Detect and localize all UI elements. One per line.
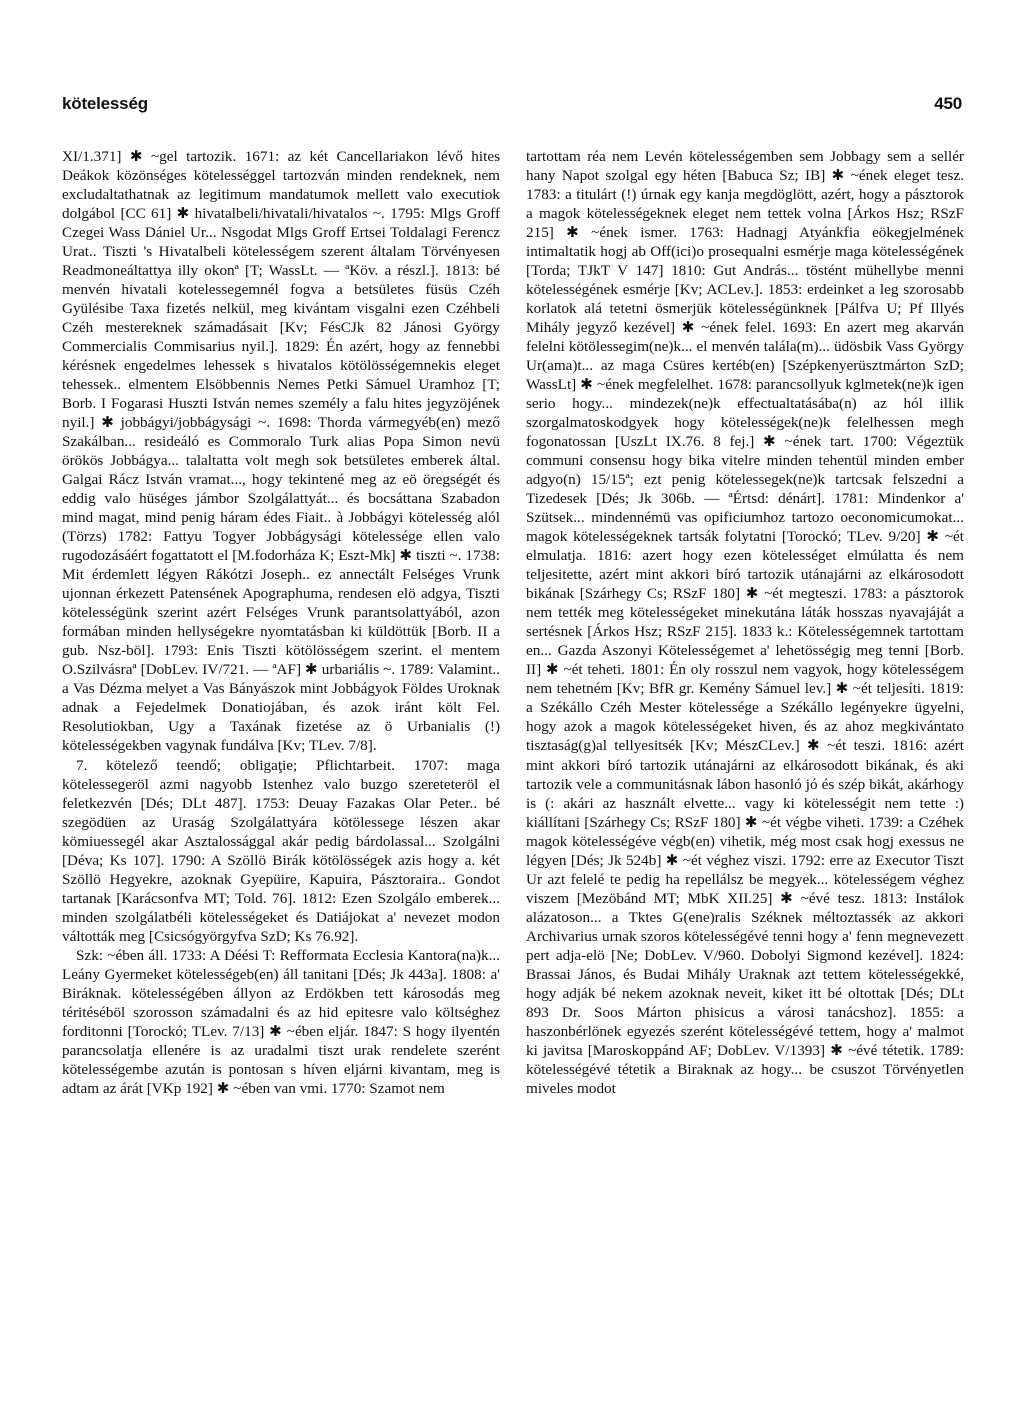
running-head	[62, 94, 962, 114]
left-column	[62, 147, 500, 1407]
entry-paragraph: tartottam réa nem Levén kötelességemben sem Jobbagy sem a sellér hany Napot szolgal egy héten [Babuca Sz; IB] ✱ ~ének eleget tesz. 1783: a titulárt (!) úrnak egy kanja megdöglött, azért, hogy a pásztorok a magok kötelességeknek eleget nem tettek volna [Árkos Hsz; RSzF 215] ✱ ~ének ismer. 1763: Hadnagj Atyánkfia eökegjelmének intimaltatik hogj ab Off(ici)o prosequalni esmérje maga kötelességének [Torda; TJkT V 147] 1810: Gut András... töstént mühellybe menni kötelességének esmérje [Kv; ACLev.]. 1853: erdeinket a leg szorosabb korlatok alá tetetni ösmerjük kötelességünknek [Pálfva U; Pf Illyés Mihály jegyző kezével] ✱ ~ének felel. 1693: En azert meg akarván felelni kötölessegim(ne)k... el menvén talála(m)... üdösbik Vass György Ur(ama)t... az maga Csüres kertéb(en) [Szépkenyerüsztmárton SzD; WassLt] ✱ ~ének megfelelhet. 1678: parancsollyuk kglmetek(ne)k igen serio hogy... mindezek(ne)k effectualtatásába(n) az hól illik szorgalmatoskodgyek hogy kötelességek(ne)k felelhessen megh fogonatossan [UszLt IX.76. 8 fej.] ✱ ~ének tart. 1700: Végeztük communi consensu hogy bika vitelre minden tehentül minden ember adgyo(n) 15/15ª; ezt penig kötelessegek(ne)k tartcsak felszedni a Tizedesek [Dés; Jk 306b. — ªÉrtsd: dénárt]. 1781: Mindenkor a' Szütsek... mindennémü vas opificiumhoz tartozo oeconomicumokat... magok kötelességeknek tartsák folytatni [Torockó; TLev. 9/20] ✱ ~ét elmulatja. 1816: azert hogy ezen kötelességet elmúlatta és nem teljesitette, azért mint akkori bíró tartozik utánajárni az elkárosodott bikának [Szárhegy Cs; RSzF 180] ✱ ~ét megteszi. 1783: a pásztorok nem tették meg kötelességeket minekutána láták hosszas nyavajáját a sertésnek [Árkos Hsz; RSzF 215]. 1833 k.: Kötelességemnek tartottam en... Gazda Aszonyi Kötelességemet a' lehetösségig meg tenni [Borb. II] ✱ ~ét teheti. 1801: Én oly rosszul nem vagyok, hogy kötelességem nem tehetném [Kv; BfR gr. Kemény Sámuel lev.] ✱ ~ét teljesíti. 1819: a Székállo Czéh Mester kötelessége a Székállo legényekre ügyelni, hogy azok a magok kötelességeket hiven, és az ahoz megkivántato tisztaság(g)al tellyesitsék [Kv; MészCLev.] ✱ ~ét teszi. 1816: azért mint akkori bíró tartozik utánajárni az elkárosodott bikának, és aki tartozik vele a communitásnak lábon hasonló jó és szép bikát, akárhogy is (: akári az használt elvette... vagy ki kötelességit nem tette :) kiállítani [Szárhegy Cs; RSzF 180] ✱ ~ét végbe viheti. 1739: a Czéhek magok kötelességéve végb(en) vihetik, még most csak hogj exessus ne légyen [Dés; Jk 524b] ✱ ~ét véghez viszi. 1792: erre az Executor Tiszt Ur azt felelé te pedig ha repellálsz be megyek... kötelességem véghez viszem [Mezöbánd MT; MbK XII.25] ✱ ~évé tesz. 1813: Instálok alázatoson... a Tktes G(ene)ralis Széknek méltoztassék az akkori Archivarius urnak szoros kötelességévé tenni hogy a' fenn megnevezett pert adja-elö [Ne; DobLev. V/960. Dobolyi Sigmond kezével]. 1824: Brassai János, és Budai Mihály Uraknak azt tettem kötelességekké, hogy adják bé nekem azoknak neveit, kiket itt bé oltottak [Dés; DLt 893 Dr. Soos Márton phisicus a városi tanácshoz]. 1855: a haszonbérlönek egyezés szerént kötelességévé tettem, hogy a' malmot ki javitsa [Maroskoppánd AF; DobLev. V/1393] ✱ ~évé tétetik. 1789: kötelességévé tétetik a Biraknak az hogy... be csuszot Törvényetlen miveles modot	[526, 148, 964, 1097]
entry-paragraph: Szk: ~ében áll. 1733: A Déési T: Refformata Ecclesia Kantora(na)k... Leány Gyermeket kötelességeb(en) áll tanitani [Dés; Jk 443a]. 1808: a' Biráknak. kötelességében állyon az Erdökben tett károsodás meg téritéséböl szorosson számadalni és az hid epitesre valo költséghez forditonni [Torockó; TLev. 7/13] ✱ ~ében eljár. 1847: S hogy ilyentén parancsolatja ellenére is az uradalmi tiszt urak rendelete szerént kötelességembe azután is pontosan s híven eljárni kivantam, meg is adtam az árát [VKp 192] ✱ ~ében van vmi. 1770: Szamot nem	[62, 946, 500, 1097]
headword: kötelesség	[62, 94, 148, 113]
text-columns	[62, 147, 964, 1407]
entry-paragraph: XI/1.371] ✱ ~gel tartozik. 1671: az két Cancellariakon lévő hites Deákok közönséges kötelességgel tartozván minden rendeknek, nem excludaltathatnak az legitimum mandatumok mellett valo executiok dolgábol [CC 61] ✱ hivatalbeli/hivatali/hivatalos ~. 1795: Mlgs Groff Czegei Wass Dániel Ur... Nsgodat Mlgs Groff Ertsei Toldalagi Ferencz Urat.. Tiszti 's Hivatalbeli kötelességem szerent általam Törvényesen Readmoneáltattya illy okonª [T; WassLt. — ªKöv. a részl.]. 1813: bé menvén hivatali kotelessegemnél fogva a betsületes füsüs Czéh Gyülésibe Taxa fizetés nelkül, meg kivántam visgalni ezen Czéhbeli Czéh mestereknek számadásait [Kv; FésCJk 82 Jánosi György Commercialis Commisarius nyil.]. 1829: Én azért, hogy az fennebbi kérésnek engedelmes lehessek s hivatalos kötölösségemnekis eleget tehessek.. elmentem Elsöbbennis Nemes Petki Sámuel Uramhoz [T; Borb. I Fogarasi Huszti István nemes személy a falu hites jegyzöjének nyil.] ✱ jobbágyi/jobbágysági ~. 1698: Thorda vármegyéb(en) mező Szakálban... resideáló es Commoralo Turk alias Popa Simon nevü örökös Jobbágya... talaltatta volt megh sok betsületes emberek által. Galgai Rácz István vramat..., hogy tekintené meg az eö öregségét és eddig valo hüséges jámbor Szolgálattyát... és bocsáttana Szabadon mind magat, mind penig háram édes Fiait.. à Jobbágyi kötelesség alól (Törzs) 1782: Fattyu Togyer Jobbágysági kötelessége ellen valo rugodozásáért fogattatott el [M.fodorháza K; Eszt-Mk] ✱ tiszti ~. 1738: Mit érdemlett légyen Rákótzi Joseph.. ez annectált Felséges Vrunk ujonnan érkezett Patensének Apographuma, rendesen elö adgya, Tiszti kötelességünk szerint azért Felséges Vrunk parantsolattyából, azon formában minden hellységekre nyomtatásban ki küldöttük [Borb. II a gub. Nsz-böl]. 1793: Enis Tiszti kötölösségem szerint. el mentem O.Szilvásraª [DobLev. IV/721. — ªAF] ✱ urbariális ~. 1789: Valamint.. a Vas Dézma melyet a Vas Bányászok mint Jobbágyok Földes Uroknak adnak a Fejedelmek Donatiojában, és azok iránt költ Fel. Resolutiokban, Ugy a Taxának fizetése az ö Urbanialis (!) kötelességekben vagynak fundálva [Kv; TLev. 7/8].	[62, 148, 500, 755]
page-number: 450	[934, 94, 962, 113]
right-column	[526, 147, 964, 1407]
entry-paragraph: 7. kötelező teendő; obligaţie; Pflichtarbeit. 1707: maga kötelessegeröl azmi nagyobb Istenhez valo buzgo szereteteröl el feletkezvén [Dés; DLt 487]. 1753: Deuay Fazakas Olar Peter.. bé szegödüen az Uraság Szolgálattyára kötölessege lészen akar kömiuessegél akar Asztalossággal akár pedig bárdolassal... Szolgálni [Déva; Ks 107]. 1790: A Szöllö Birák kötölösségek azis hogy a. két Szöllö Hegyekre, azoknak Gyepüire, Kapuira, Pásztoraira.. Gondot tartanak [Karácsonfva MT; Told. 76]. 1812: Ezen Szolgálo emberek... minden szolgálatbéli kötelességeket és Datiájokat a' nevezet modon váltották meg [Csicsógyörgyfva SzD; Ks 76.92].	[62, 756, 500, 945]
